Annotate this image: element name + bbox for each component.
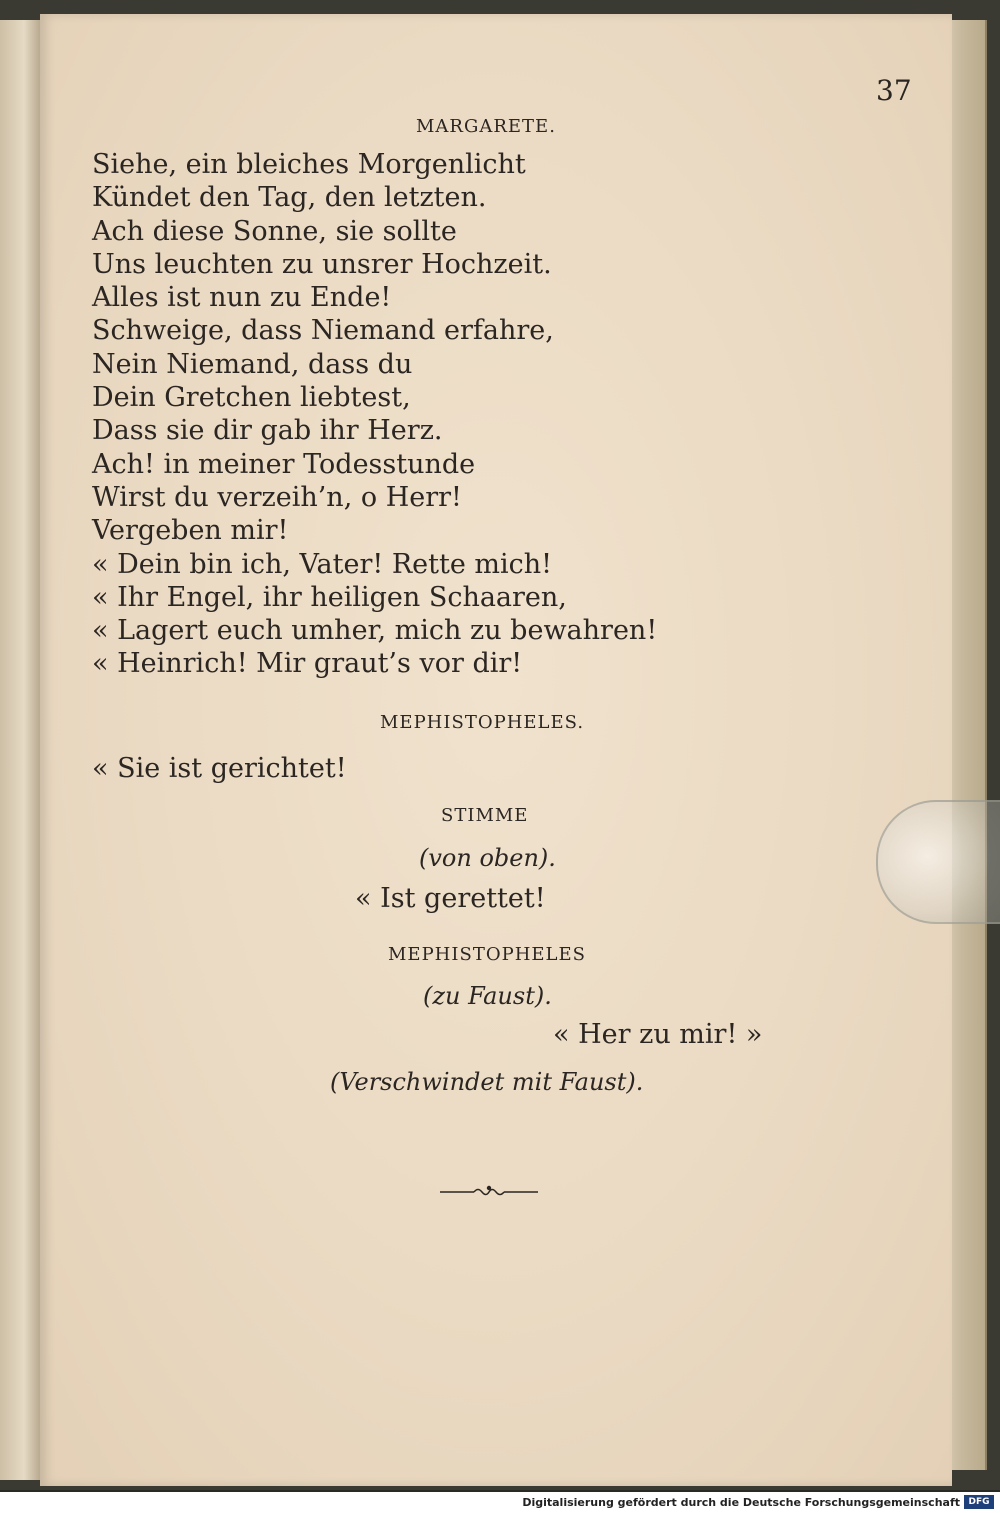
- verse-line: « Dein bin ich, Vater! Rette mich!: [92, 548, 552, 580]
- verse-line: Siehe, ein bleiches Morgenlicht: [92, 149, 526, 180]
- magnifier-reflection: [876, 800, 1000, 924]
- verse-line: Ach! in meiner Todesstunde: [92, 448, 476, 480]
- verse-line: « Ist gerettet!: [355, 883, 546, 914]
- verse-line: Wirst du verzeih’n, o Herr!: [92, 481, 462, 513]
- speaker-margarete: MARGARETE.: [416, 116, 556, 137]
- verse-line: Schweige, dass Niemand erfahre,: [92, 315, 554, 347]
- verse-line: Dass sie dir gab ihr Herz.: [92, 415, 443, 447]
- verse-line: Nein Niemand, dass du: [92, 348, 413, 380]
- verse-line: Vergeben mir!: [92, 515, 289, 547]
- digitization-footer: [0, 1492, 1000, 1513]
- verse-line: « Ihr Engel, ihr heiligen Schaaren,: [92, 581, 567, 613]
- dfg-logo: DFG: [964, 1495, 994, 1509]
- verse-line: Dein Gretchen liebtest,: [92, 382, 411, 414]
- speaker-mephistopheles: MEPHISTOPHELES.: [380, 712, 585, 733]
- page-number: 37: [876, 74, 912, 107]
- ornament-divider: [438, 1182, 540, 1206]
- verse-line: Alles ist nun zu Ende!: [92, 282, 392, 314]
- verse-line: « Her zu mir! »: [553, 1019, 763, 1050]
- speaker-mephistopheles: MEPHISTOPHELES: [388, 944, 586, 965]
- left-page-edge: [0, 20, 40, 1480]
- verse-line: Ach diese Sonne, sie sollte: [92, 215, 457, 247]
- verse-line: « Sie ist gerichtet!: [92, 753, 347, 784]
- verse-line: Kündet den Tag, den letzten.: [92, 182, 487, 214]
- footer-credit: Digitalisierung gefördert durch die Deutsche Forschungsgemeinschaft: [522, 1496, 960, 1509]
- verse-line: « Lagert euch umher, mich zu bewahren!: [92, 615, 658, 647]
- stage-direction: (Verschwindet mit Faust).: [330, 1068, 644, 1096]
- stage-direction: (von oben).: [419, 844, 556, 872]
- verse-line: Uns leuchten zu unsrer Hochzeit.: [92, 248, 552, 280]
- speaker-stimme: STIMME: [441, 805, 529, 826]
- stage-direction: (zu Faust).: [423, 982, 552, 1010]
- margarete-verse: [92, 148, 657, 681]
- verse-line: « Heinrich! Mir graut’s vor dir!: [92, 648, 523, 680]
